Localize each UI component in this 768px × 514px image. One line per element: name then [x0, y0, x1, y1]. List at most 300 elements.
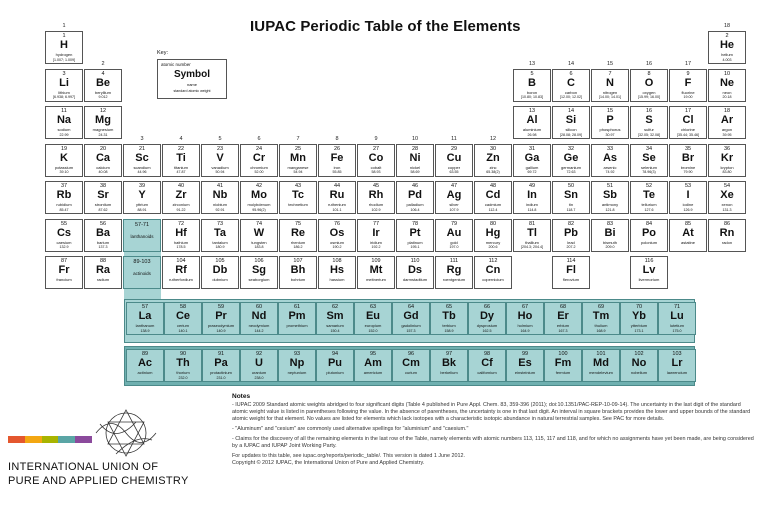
atomic-weight: 85.47: [59, 207, 69, 212]
atomic-number: 33: [606, 145, 614, 152]
atomic-number: 61: [293, 304, 301, 310]
element-symbol: Ne: [719, 76, 735, 89]
atomic-number: 2: [725, 33, 729, 39]
atomic-number: 104: [176, 258, 186, 264]
group-number: 11: [451, 135, 457, 142]
atomic-weight: 126.9: [683, 207, 693, 212]
element-symbol: Db: [212, 264, 228, 276]
element-cell-c: [552, 69, 590, 102]
element-cell-zn: [474, 144, 512, 177]
element-symbol: Es: [518, 357, 532, 369]
atomic-weight: 140.9: [216, 328, 226, 333]
atomic-number: 114: [566, 258, 576, 264]
element-cell-tb: [430, 302, 468, 335]
atomic-number: 26: [333, 145, 341, 152]
element-symbol: Cn: [485, 264, 501, 276]
element-name: magnesium: [92, 127, 114, 132]
atomic-weight: 167.3: [558, 328, 568, 333]
atomic-number: 57: [141, 304, 149, 310]
atomic-number: 42: [255, 183, 263, 189]
atomic-weight: 30.97: [605, 132, 615, 137]
element-cell-es: [506, 349, 544, 382]
element-symbol: Tc: [291, 189, 305, 201]
notes-section: [232, 393, 757, 470]
placeholder-label: actinoids: [133, 271, 151, 276]
element-name: lanthanum: [135, 323, 155, 328]
element-symbol: Hs: [329, 264, 345, 276]
element-symbol: Ce: [175, 310, 191, 322]
atomic-number: 30: [489, 145, 497, 152]
atomic-number: 72: [177, 220, 185, 227]
element-cell-ra: [84, 256, 122, 289]
atomic-number: 19: [60, 145, 68, 152]
element-name: thorium: [176, 370, 190, 375]
element-symbol: Cm: [402, 357, 420, 369]
atomic-number: 98: [483, 351, 491, 357]
element-name: mercury: [485, 239, 501, 245]
element-symbol: S: [645, 114, 653, 126]
element-cell-kr: [708, 144, 746, 177]
note-item: - "Aluminum" and "cesium" are commonly used alternative spellings for "aluminium" and "caesium.": [232, 426, 469, 432]
element-name: rutherfordium: [169, 277, 193, 282]
atomic-number: 65: [445, 304, 453, 310]
element-symbol: Pd: [407, 189, 423, 201]
element-cell-pm: [278, 302, 316, 335]
element-cell-cu: [435, 144, 473, 177]
element-name: uranium: [251, 370, 267, 375]
element-cell-br: [669, 144, 707, 177]
element-symbol: Ho: [517, 310, 533, 322]
group-number: 18: [723, 23, 731, 29]
element-cell-rf: [162, 256, 200, 289]
element-symbol: Mo: [251, 189, 267, 201]
atomic-weight: 4.003: [722, 57, 732, 62]
atomic-weight: 195.1: [410, 245, 420, 249]
element-cell-hs: [318, 256, 356, 289]
element-symbol: Th: [176, 357, 190, 369]
atomic-number: 81: [528, 220, 536, 227]
atomic-number: 76: [333, 220, 341, 227]
element-name: copernicium: [482, 277, 504, 282]
atomic-number: 5: [530, 70, 534, 77]
atomic-number: 13: [528, 108, 536, 114]
atomic-weight: 40.08: [98, 170, 108, 174]
element-cell-rb: [45, 181, 83, 214]
atomic-weight: 54.94: [293, 170, 303, 174]
element-name: plutonium: [326, 370, 344, 375]
atomic-number: 38: [99, 183, 107, 189]
element-cell-dy: [468, 302, 506, 335]
element-cell-ti: [162, 144, 200, 177]
atomic-number: 69: [597, 304, 605, 310]
atomic-weight: 72.63: [566, 170, 576, 174]
element-symbol: Si: [565, 114, 577, 126]
key-name: name: [186, 82, 197, 87]
element-symbol: Br: [681, 151, 695, 164]
element-cell-pu: [316, 349, 354, 382]
element-name: barium: [96, 239, 110, 245]
element-cell-ru: [318, 181, 356, 214]
element-name: selenium: [640, 164, 657, 170]
placeholder-range: 89-103: [133, 259, 151, 265]
element-name: niobium: [212, 202, 227, 207]
element-cell-ir: [357, 219, 395, 252]
element-cell-pb: [552, 219, 590, 252]
atomic-number: 68: [559, 304, 567, 310]
atomic-weight: 55.85: [332, 170, 342, 174]
element-cell-sc: [123, 144, 161, 177]
element-cell-k: [45, 144, 83, 177]
group-number: 5: [218, 135, 222, 142]
element-name: manganese: [287, 164, 309, 170]
atomic-weight: 175.0: [672, 328, 682, 333]
element-symbol: Re: [290, 226, 306, 239]
atomic-number: 44: [333, 183, 341, 189]
element-cell-li: [45, 69, 83, 102]
element-name: neon: [722, 89, 732, 95]
element-name: curium: [404, 370, 417, 375]
group-number: 3: [140, 135, 144, 142]
atomic-weight: 39.95: [722, 132, 732, 137]
element-cell-db: [201, 256, 239, 289]
atomic-number: 109: [371, 258, 381, 264]
element-name: germanium: [560, 164, 581, 170]
atomic-number: 67: [521, 304, 529, 310]
element-symbol: Ba: [95, 226, 111, 239]
element-name: ytterbium: [630, 323, 648, 328]
atomic-number: 63: [369, 304, 377, 310]
element-name: neodymium: [248, 323, 270, 328]
atomic-number: 84: [645, 220, 653, 227]
element-name: radon: [721, 239, 733, 245]
element-symbol: N: [606, 76, 614, 89]
element-symbol: Kr: [720, 151, 734, 164]
element-symbol: Na: [56, 114, 72, 126]
atomic-number: 96: [407, 351, 415, 357]
atomic-number: 60: [255, 304, 263, 310]
element-name: berkelium: [440, 370, 458, 375]
element-symbol: Cu: [446, 151, 462, 164]
element-name: silicon: [565, 127, 577, 132]
element-cell-cs: [45, 219, 83, 252]
element-symbol: I: [686, 189, 690, 201]
element-cell-te: [630, 181, 668, 214]
element-cell-sr: [84, 181, 122, 214]
atomic-weight: 232.0: [178, 375, 188, 380]
element-cell-lv: [630, 256, 668, 289]
element-name: argon: [721, 127, 733, 132]
atomic-number: 51: [606, 183, 614, 189]
atomic-number: 80: [489, 220, 497, 227]
element-symbol: Lv: [642, 264, 656, 276]
element-symbol: Te: [642, 189, 656, 201]
element-cell-ce: [164, 302, 202, 335]
element-cell-ba: [84, 219, 122, 252]
note-item: Copyright © 2012 IUPAC, the International Union of Pure and Applied Chemistry.: [232, 460, 425, 466]
element-name: promethium: [286, 323, 308, 328]
element-symbol: W: [253, 226, 265, 239]
element-name: cobalt: [370, 164, 382, 170]
atomic-number: 74: [255, 220, 263, 227]
element-cell-b: [513, 69, 551, 102]
element-name: gadolinium: [401, 323, 421, 328]
atomic-number: 85: [684, 220, 692, 227]
group-number: 13: [528, 60, 536, 67]
element-symbol: La: [138, 310, 152, 322]
atomic-number: 50: [567, 183, 575, 189]
element-cell-mn: [279, 144, 317, 177]
atomic-weight: 114.8: [527, 207, 537, 212]
element-cell-s: [630, 106, 668, 139]
element-cell-h: [45, 31, 83, 64]
element-name: iron: [333, 164, 341, 170]
element-symbol: Rb: [56, 189, 72, 201]
atomic-number: 107: [293, 258, 303, 264]
element-symbol: At: [682, 226, 694, 239]
element-symbol: Li: [59, 76, 69, 89]
placeholder-lanthanoids: [123, 219, 161, 252]
element-cell-tm: [582, 302, 620, 335]
page-title: IUPAC Periodic Table of the Elements: [250, 18, 521, 35]
atomic-weight: 183.8: [254, 245, 264, 249]
element-cell-fr: [45, 256, 83, 289]
element-cell-la: [126, 302, 164, 335]
element-name: radium: [96, 277, 110, 282]
atomic-weight: 83.80: [722, 170, 732, 174]
element-symbol: Au: [446, 226, 462, 239]
placeholder-label: lanthanoids: [130, 233, 154, 239]
element-symbol: Ru: [329, 189, 345, 201]
element-name: osmium: [329, 239, 344, 245]
note-item: For updates to this table, see iupac.org/reports/periodic_table/. This version is dated 1 June 2012.: [232, 453, 466, 459]
element-cell-po: [630, 219, 668, 252]
element-symbol: Pt: [409, 226, 421, 239]
element-symbol: Pa: [214, 357, 228, 369]
atomic-weight: 207.2: [566, 245, 576, 249]
element-symbol: Lu: [670, 310, 684, 322]
brand-color-swatch: [8, 436, 25, 443]
element-symbol: Xe: [720, 189, 734, 201]
element-name: bromine: [680, 164, 696, 170]
element-symbol: Fm: [554, 357, 572, 369]
element-name: polonium: [640, 239, 658, 245]
element-name: scandium: [133, 164, 151, 170]
atomic-number: 58: [179, 304, 187, 310]
element-symbol: Cs: [56, 226, 72, 239]
element-name: flerovium: [562, 277, 580, 282]
element-name: hydrogen: [55, 52, 73, 57]
atomic-weight: 47.87: [176, 170, 186, 174]
element-symbol: Mn: [290, 151, 306, 164]
element-symbol: O: [644, 76, 654, 89]
element-name: lithium: [58, 89, 70, 95]
element-name: erbium: [556, 323, 570, 328]
atomic-number: 22: [177, 145, 185, 152]
element-symbol: Pu: [327, 357, 343, 369]
brand-color-bar: [8, 436, 92, 443]
atomic-weight: 190.2: [332, 245, 342, 249]
element-cell-tc: [279, 181, 317, 214]
atomic-weight: [15.99; 16.00]: [638, 95, 660, 99]
element-symbol: Ag: [446, 189, 462, 201]
element-name: einsteinium: [514, 370, 536, 375]
atomic-number: 103: [672, 351, 682, 357]
element-symbol: Bh: [290, 264, 306, 276]
atomic-number: 91: [217, 351, 225, 357]
atomic-number: 54: [723, 183, 731, 189]
atomic-weight: 92.91: [215, 207, 225, 212]
atomic-number: 9: [686, 70, 690, 77]
element-name: beryllium: [94, 89, 111, 95]
atomic-number: 12: [99, 108, 107, 114]
element-name: zirconium: [172, 202, 190, 207]
element-name: darmstadtium: [402, 277, 428, 282]
element-cell-p: [591, 106, 629, 139]
atomic-weight: [14.00; 14.01]: [599, 95, 621, 99]
element-name: hassium: [329, 277, 345, 282]
element-symbol: Mg: [95, 114, 111, 126]
element-cell-na: [45, 106, 83, 139]
element-name: protactinium: [210, 370, 232, 375]
element-cell-fe: [318, 144, 356, 177]
atomic-weight: 91.22: [176, 207, 186, 212]
atomic-number: 78: [411, 220, 419, 227]
element-name: roentgenium: [442, 277, 466, 282]
element-symbol: Ca: [95, 151, 111, 164]
atomic-number: 47: [450, 183, 458, 189]
element-cell-xe: [708, 181, 746, 214]
element-name: aluminium: [522, 127, 542, 132]
atomic-weight: 132.9: [59, 245, 69, 249]
atomic-weight: 52.00: [254, 170, 264, 174]
element-symbol: Sc: [135, 151, 149, 164]
element-cell-re: [279, 219, 317, 252]
atomic-number: 7: [608, 70, 612, 77]
element-name: sulfur: [644, 127, 654, 132]
element-symbol: H: [60, 39, 68, 51]
element-name: titanium: [173, 164, 188, 170]
element-cell-cl: [669, 106, 707, 139]
notes-title: Notes: [232, 393, 251, 400]
atomic-weight: 95.96(2): [252, 207, 266, 212]
element-symbol: Fe: [330, 151, 344, 164]
element-name: seaborgium: [248, 277, 270, 282]
atomic-number: 48: [489, 183, 497, 189]
atomic-weight: 164.9: [520, 328, 530, 333]
element-symbol: Zn: [486, 151, 500, 164]
element-symbol: Os: [329, 226, 345, 239]
atomic-number: 18: [723, 108, 731, 114]
element-cell-pa: [202, 349, 240, 382]
atomic-number: 92: [255, 351, 263, 357]
element-cell-co: [357, 144, 395, 177]
element-symbol: Co: [368, 151, 384, 164]
element-name: europium: [364, 323, 382, 328]
atomic-number: 70: [635, 304, 643, 310]
atomic-number: 1: [62, 33, 66, 39]
element-cell-rn: [708, 219, 746, 252]
brand-color-swatch: [42, 436, 59, 443]
element-symbol: Ds: [407, 264, 423, 276]
atomic-number: 108: [332, 258, 342, 264]
atomic-weight: 152.0: [368, 328, 378, 333]
atomic-number: 32: [567, 145, 575, 152]
element-name: caesium: [56, 239, 72, 245]
element-cell-i: [669, 181, 707, 214]
atomic-number: 16: [645, 108, 653, 114]
element-symbol: Dy: [479, 310, 495, 322]
atomic-number: 27: [372, 145, 380, 152]
atomic-number: 79: [450, 220, 458, 227]
element-symbol: Ac: [137, 357, 153, 369]
atomic-weight: [6.938; 6.997]: [53, 95, 75, 99]
atomic-weight: 9.012: [98, 95, 108, 99]
atomic-number: 49: [528, 183, 536, 189]
atomic-number: 36: [723, 145, 731, 152]
element-name: antimony: [601, 202, 619, 207]
atomic-weight: 65.38(2): [486, 170, 500, 174]
atomic-number: 14: [567, 108, 575, 114]
element-cell-ne: [708, 69, 746, 102]
element-name: tin: [568, 202, 574, 207]
atomic-number: 31: [528, 145, 536, 152]
element-name: strontium: [94, 202, 112, 207]
atomic-weight: 79.90: [683, 170, 693, 174]
atomic-weight: 58.93: [371, 170, 381, 174]
element-cell-sn: [552, 181, 590, 214]
element-cell-nd: [240, 302, 278, 335]
atomic-weight: 88.91: [137, 207, 147, 212]
placeholder-range: 57-71: [134, 221, 150, 228]
atomic-weight: 26.98: [527, 132, 537, 137]
element-symbol: Mt: [369, 264, 383, 276]
atomic-number: 73: [216, 220, 224, 227]
atomic-weight: 22.99: [59, 132, 69, 137]
element-name: vanadium: [211, 164, 229, 170]
element-name: mendelevium: [589, 370, 613, 375]
element-cell-he: [708, 31, 746, 64]
element-name: terbium: [442, 323, 456, 328]
atomic-number: 56: [99, 220, 107, 227]
key-box: [157, 59, 227, 99]
key-label: Key:: [157, 50, 169, 56]
atomic-weight: 186.2: [293, 245, 303, 249]
element-cell-as: [591, 144, 629, 177]
note-item: - Claims for the discovery of all the remaining elements in the last row of the Table, namely elements with atomic numbers 113, 115, 117 and 118, and for which no assignments have yet been made, are being considered by a IUPAC and IUPAP Joint Working Party.: [232, 436, 754, 449]
element-symbol: Fl: [566, 264, 576, 276]
element-symbol: Gd: [403, 310, 419, 322]
atomic-weight: 20.18: [722, 95, 732, 99]
element-name: holmium: [517, 323, 533, 328]
element-name: iodine: [682, 202, 694, 207]
atomic-weight: 107.9: [449, 207, 459, 212]
element-cell-cf: [468, 349, 506, 382]
atomic-weight: 118.7: [566, 207, 576, 212]
atomic-weight: 140.1: [178, 328, 188, 333]
element-cell-yb: [620, 302, 658, 335]
atomic-number: 99: [521, 351, 529, 357]
element-cell-hf: [162, 219, 200, 252]
element-symbol: Sn: [563, 189, 579, 201]
atomic-weight: 168.9: [596, 328, 606, 333]
element-name: californium: [477, 370, 497, 375]
atomic-weight: 112.4: [488, 207, 498, 212]
element-name: gold: [450, 239, 458, 245]
element-symbol: C: [567, 76, 575, 89]
atomic-number: 46: [411, 183, 419, 189]
group-number: 8: [335, 135, 339, 142]
element-cell-ga: [513, 144, 551, 177]
